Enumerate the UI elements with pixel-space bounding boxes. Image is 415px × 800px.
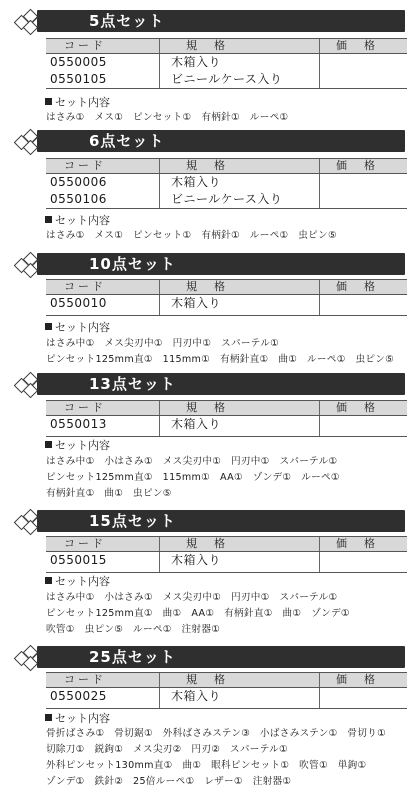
header-code: コード [64,537,106,550]
set-contents-label: セット内容 [45,710,110,726]
product-code: 0550106 [50,192,107,206]
set-contents-line: 吹管① 虫ピン⑤ ルーペ① 注射器① [46,624,221,635]
set-contents-line: 有柄針直① 曲① 虫ピン⑤ [46,488,172,499]
set-contents-line: はさみ中① 小はさみ① メス尖刃中① 円刃中① スパーテル① [46,592,338,603]
table-row [46,552,407,572]
product-spec: 木箱入り [171,175,222,189]
product-code: 0550025 [50,689,107,703]
set-contents-line: ピンセット125mm直① 115mm① AA① ゾンデ① ルーペ① [46,472,340,483]
set-contents-line: はさみ① メス① ピンセット① 有柄針① ルーペ① 虫ピン⑤ [46,230,337,241]
product-code: 0550013 [50,417,107,431]
header-spec: 規 格 [186,537,228,550]
header-spec: 規 格 [186,39,228,52]
spec-table [46,279,407,316]
product-spec: 木箱入り [171,417,222,431]
set-contents-label: セット内容 [45,94,110,110]
set-contents-line: はさみ中① メス尖刃中① 円刃中① スパーテル① [46,338,279,349]
table-row [46,295,407,315]
table-header [46,158,407,174]
spec-table [46,672,407,709]
set-contents-line: はさみ中① 小はさみ① メス尖刃中① 円刃中① スパーテル① [46,456,338,467]
table-body [46,295,407,316]
product-code: 0550006 [50,175,107,189]
product-spec: 木箱入り [171,553,222,567]
header-spec: 規 格 [186,401,228,414]
spec-table [46,400,407,437]
section-header-bar [37,510,405,532]
header-price: 価 格 [336,159,378,172]
table-body [46,688,407,709]
header-spec: 規 格 [186,673,228,686]
header-code: コード [64,39,106,52]
set-contents-label: セット内容 [45,573,110,589]
table-header [46,38,407,54]
table-row [46,71,407,88]
product-spec: 木箱入り [171,689,222,703]
product-spec: 木箱入り [171,55,222,69]
section-header-bar [37,10,405,32]
table-row [46,688,407,708]
set-contents-label: セット内容 [45,319,110,335]
header-code: コード [64,159,106,172]
set-contents-line: ピンセット125mm直① 115mm① 有柄針直① 曲① ルーペ① 虫ピン⑤ [46,354,395,365]
header-price: 価 格 [336,537,378,550]
header-spec: 規 格 [186,280,228,293]
header-price: 価 格 [336,39,378,52]
section-header-bar [37,373,405,395]
section-header-bar [37,130,405,152]
set-contents-line: ゾンデ① 鉄針② 25倍ルーペ① レザー① 注射器① [46,776,292,787]
table-row [46,54,407,71]
table-row [46,174,407,191]
table-header [46,536,407,552]
section-header-bar [37,646,405,668]
table-header [46,672,407,688]
set-contents-line: 骨折ばさみ① 骨切鋸① 外科ばさみステン③ 小ばさみステン① 骨切り① [46,728,386,739]
section-title: 13点セット [89,375,176,393]
section-title: 15点セット [89,512,176,530]
set-contents-label: セット内容 [45,437,110,453]
table-header [46,400,407,416]
product-code: 0550015 [50,553,107,567]
table-body [46,416,407,437]
set-contents-label: セット内容 [45,212,110,228]
spec-table [46,158,407,209]
header-code: コード [64,280,106,293]
header-spec: 規 格 [186,159,228,172]
product-code: 0550105 [50,72,107,86]
product-spec: ビニールケース入り [171,192,283,206]
product-code: 0550010 [50,296,107,310]
section-title: 6点セット [89,132,165,150]
header-price: 価 格 [336,401,378,414]
spec-table [46,536,407,573]
section-title: 25点セット [89,648,176,666]
table-body [46,174,407,209]
header-price: 価 格 [336,280,378,293]
set-contents-line: ピンセット125mm直① 曲① AA① 有柄針直① 曲① ゾンデ① [46,608,350,619]
table-header [46,279,407,295]
header-code: コード [64,673,106,686]
section-title: 10点セット [89,255,176,273]
set-contents-line: 切除刀① 鋭鉤① メス尖刃② 円刃② スパーテル① [46,744,288,755]
product-spec: 木箱入り [171,296,222,310]
table-body [46,552,407,573]
spec-table [46,38,407,89]
set-contents-line: はさみ① メス① ピンセット① 有柄針① ルーペ① [46,112,289,123]
table-row [46,416,407,436]
header-price: 価 格 [336,673,378,686]
product-code: 0550005 [50,55,107,69]
product-spec: ビニールケース入り [171,72,283,86]
section-header-bar [37,253,405,275]
table-body [46,54,407,89]
header-code: コード [64,401,106,414]
section-title: 5点セット [89,12,165,30]
set-contents-line: 外科ピンセット130mm直① 曲① 眼科ピンセット① 吹管① 単鉤① [46,760,367,771]
table-row [46,191,407,208]
